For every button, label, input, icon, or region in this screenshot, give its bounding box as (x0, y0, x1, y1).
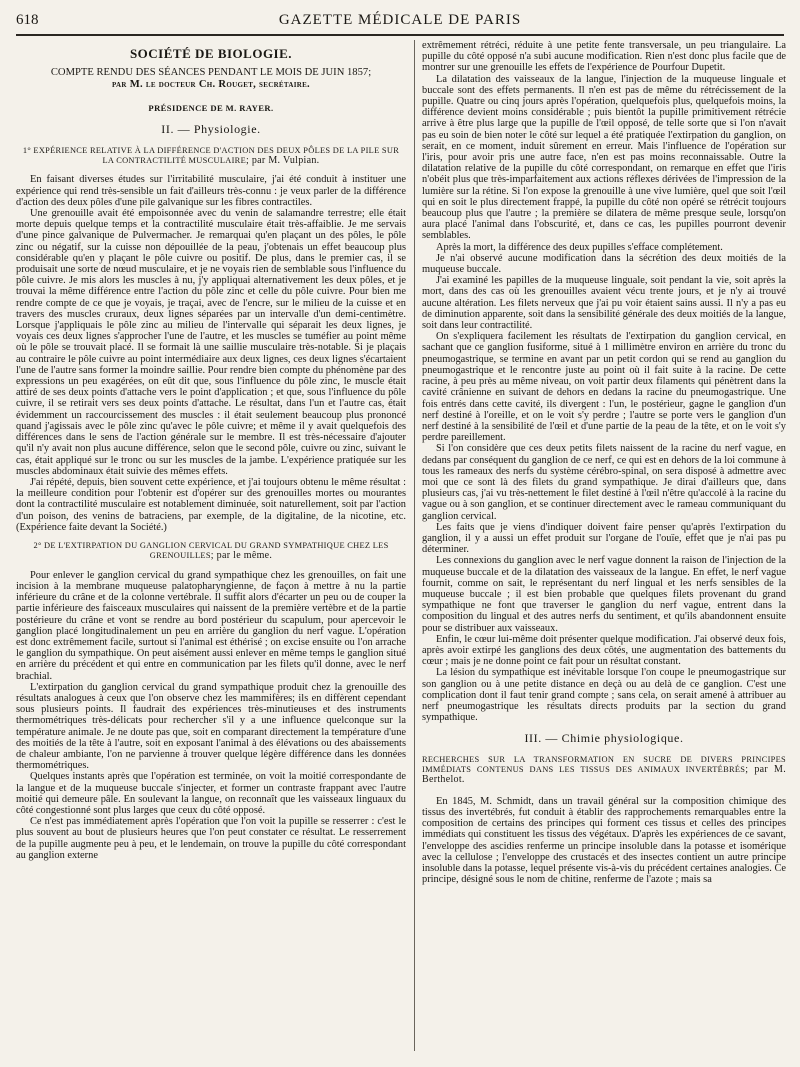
section-title-text: II. — Physiologie. (161, 122, 261, 137)
paragraph: Si l'on considère que ces deux petits filets naissent de la racine du nerf vague, en dedans par conséquent du ganglion de ce nerf, ce qui est en dehors de la loi commune à tous les rameaux des nerfs du système cérébro-spinal, on sera disposé à admettre avec moi que ce sont là des filets du grand sympathique. Je dirai d'ailleurs que, dans plusieurs cas, j'ai vu très-nettement le filet destiné à l'œil n'être qu'accolé à la racine du vague ou à son ganglion, et se continuer directement avec le rameau communiquant du ganglion cervical. (422, 443, 786, 522)
paragraph: Je n'ai observé aucune modification dans la sécrétion des deux moitiés de la muqueuse buccale. (422, 252, 786, 276)
section-title-text: III. — Chimie physiologique. (524, 731, 684, 746)
page-header (16, 8, 784, 36)
paragraph: En faisant diverses études sur l'irritabilité musculaire, j'ai été conduit à instituer une expérience qui rend très-sensible un fait d'ailleurs très-connu : je veux parler de la différence d'action des deux pôles d'une pile galvanique sur les fibres contractiles. (16, 174, 406, 208)
section-title-physiologie (16, 124, 406, 135)
paragraph: Une grenouille avait été empoisonnée avec du venin de salamandre terrestre; elle était morte depuis quelque temps et la contractilité musculaire était très-affaiblie. Je me servais d'une pince galvanique de Pulvermacher. Je remarquai qu'en plaçant un des pôles, le pôle zinc ou négatif, sur la cuisse non dépouillée de la peau, j'obtenais un effet beaucoup plus considérable qu'en y plaçant le pôle cuivre ou positif. De plus, dans le premier cas, il se produisait une sorte de nœud musculaire, et je ne voyais rien de semblable sous l'influence du pôle cuivre. Je mis alors les muscles à nu, j'y appliquai alternativement les deux pôles, et je trouvai la même différence entre l'action du pôle zinc et celle du pôle cuivre. Pour bien me rendre compte de ce que je voyais, je traçai, avec de l'encre, sur le milieu de la cuisse et en travers des muscles cruraux, deux lignes séparées par un intervalle d'un demi-centimètre. Lorsque j'appliquais le pôle zinc au milieu de l'intervalle qui séparait les deux lignes, je voyais ces deux lignes s'approcher l'une de l'autre, et les muscles se tuméfier au point même où le pôle se trouvait placé. Il se formait là une saillie musculaire très-notable. Si je plaçais au contraire le pôle cuivre au point intermédiaire aux deux lignes, ces deux lignes s'écartaient l'une de l'autre sans former la moindre saillie. Pour rendre bien compte du phénomène par des expressions un peu exagérées, on eût dit que, sous l'influence du pôle zinc, le muscle était attiré de ses deux points d'attache vers le point d'application ; et que, sous l'influence du pôle cuivre, il se retirait vers ses deux points d'attache. Le résultat, dans l'un et l'autre cas, était évidemment un raccourcissement des muscles : il était seulement beaucoup plus prononcé quand j'agissais avec le pôle zinc qu'avec le pôle cuivre; et même il y avait quelquefois des différences dans le sens de l'action générale sur le membre. Il est très-nécessaire d'ajouter qu'il n'y avait non plus aucune différence, selon que le second pôle, cuivre ou zinc, suivant le cas, était appliqué sur le tronc ou sur les muscles de la jambe. L'expérience pratiquée sur les muscles abdominaux était suivie des mêmes effets. (16, 208, 406, 477)
paragraph: L'extirpation du ganglion cervical du grand sympathique produit chez la grenouille des résultats analogues à ceux que l'on observe chez les mammifères; ils en diffèrent cependant sous plusieurs points. Il faudrait des expériences très-minutieuses et des instruments thermométriques très-délicats pour rechercher s'il y a une influence quelconque sur la température animale. Je ne doute pas que, soit en comparant directement la température d'une des moitiés de la tête à l'autre, soit en exposant l'animal à des élévations ou des abaissements de chaleur ambiante, l'on ne parvienne à trouver quelque légère différence dans les données thermométriques. (16, 681, 406, 772)
page-number: 618 (16, 12, 39, 28)
paragraph: En 1845, M. Schmidt, dans un travail général sur la composition chimique des tissus des invertébrés, fut conduit à établir des rapprochements remarquables entre la composition de certains des principes qui forment ces tissus et celles des principes immédiats qui constituent les tissus des végétaux. D'après les expériences de ce savant, l'enveloppe des ascidies renferme un principe insoluble dans la potasse et isomérique avec la cellulose ; l'enveloppe des crustacés et des insectes contient un autre principe insoluble dans la potasse, lequel présente vis-à-vis du précédent certaines analogies. Ce principe, désigné sous le nom de chitine, renferme de l'azote ; mais sa (422, 795, 786, 886)
article-1-title: 1° EXPÉRIENCE RELATIVE À LA DIFFÉRENCE D'ACTION DES DEUX PÔLES DE LA PILE SUR LA CONTRACTILITÉ MUSCULAIRE (22, 145, 400, 166)
paragraph: Quelques instants après que l'opération est terminée, on voit la moitié correspondante de la langue et de la muqueuse buccale s'injecter, et former un contraste frappant avec l'autre moitié qui demeure pâle. En soulevant la langue, on reconnaît que les vaisseaux linguaux du côté congestionné sont plus larges que ceux du côté opposé. (16, 771, 406, 816)
paragraph: Ce n'est pas immédiatement après l'opération que l'on voit la pupille se resserrer : c'est le plus souvent au bout de plusieurs heures que l'on peut constater ce résultat. Le resserrement de la pupille augmente peu à peu, et le lendemain, on trouve la pupille du côté correspondant au ganglion externe (16, 816, 406, 861)
article-2-author: ; par le même. (210, 550, 273, 562)
presidence-line: PRÉSIDENCE DE M. RAYER. (148, 103, 274, 114)
article-1-heading (22, 146, 400, 167)
report-line-2: par M. le docteur Ch. Rouget, secrétaire. (111, 79, 310, 91)
article-2-heading (22, 541, 400, 562)
article-1-author: ; par M. Vulpian. (246, 155, 320, 167)
journal-title: GAZETTE MÉDICALE DE PARIS (278, 12, 522, 28)
paragraph: Enfin, le cœur lui-même doit présenter quelque modification. J'ai observé deux fois, après avoir extirpé les ganglions des deux côtés, une augmentation des battements du cœur ; mais je ne donne point ce fait pour un résultat constant. (422, 633, 786, 668)
right-column (422, 40, 786, 1051)
article-3-author: ; par M. Berthelot. (422, 764, 786, 786)
paragraph: J'ai répété, depuis, bien souvent cette expérience, et j'ai toujours obtenu le même résultat : la meilleure condition pour l'obtenir est d'opérer sur des grenouilles mortes ou mourantes dont la contractilité musculaire est notablement diminuée, soit naturellement, soit par l'action d'un poison, des venins de batraciens, par exemple, de la digitaline, de la nicotine, etc. (Expérience faite devant la Société.) (16, 476, 406, 533)
article-3-heading (422, 755, 786, 786)
section-title-chimie (422, 733, 786, 744)
paragraph: Les faits que je viens d'indiquer doivent faire penser qu'après l'extirpation du ganglion, il y a aussi un effet produit sur l'organe de l'ouïe, effet que je n'ai pas pu déterminer. (422, 521, 786, 556)
paragraph: La dilatation des vaisseaux de la langue, l'injection de la muqueuse linguale et buccale sont des effets permanents. Il n'en est pas de même du rétrécissement de la pupille. Quatre ou cinq jours après l'opération, quelquefois plus, quelquefois moins, la différence devient moins considérable ; puis bientôt la pupille primitivement rétrécie arrive à être plus large que la pupille de l'œil opposé, de telle sorte que si l'on n'avait pas eu soin de bien noter le côté sur lequel a été pratiquée l'extirpation du ganglion, on serait, en ce moment, induit sûrement en erreur. Mais l'influence de l'opération sur l'iris, pour avoir pris une autre face, n'en est pas moins reconnaissable. Outre la dilatation relative de la pupille du côté correspondant, on remarque en effet que l'iris n'obéit plus que très-imparfaitement aux actions réflexes dérivées de l'impression de la lumière sur la rétine. Si l'on expose la grenouille à une vive lumière, quel que soit l'œil qui en soit le plus directement frappé, la pupille du côté non opéré se rétrécit toujours beaucoup plus que l'autre ; la première se dilatera de même presque seule, lorsqu'on aura placé l'animal dans l'obscurité, et, dans ce cas, les pupilles pourront devenir semblables. (422, 73, 786, 242)
paragraph: Après la mort, la différence des deux pupilles s'efface complétement. (436, 241, 723, 253)
article-2-title: 2° DE L'EXTIRPATION DU GANGLION CERVICAL DU GRAND SYMPATHIQUE CHEZ LES GRENOUILLES (33, 540, 389, 561)
society-title: SOCIÉTÉ DE BIOLOGIE. (129, 46, 293, 61)
paragraph: Pour enlever le ganglion cervical du grand sympathique chez les grenouilles, on fait une incision à la membrane muqueuse palatopharyngienne, de façon à mettre à nu la partie inférieure du crâne et de la colonne vertébrale. Il suffit alors d'écarter un peu ou de couper la partie inférieure des faisceaux musculaires qui naissent de la première vertèbre et de la partie postérieure du crâne et vont se rendre au bord postérieur du scapulum, pour apercevoir le ganglion placé longitudinalement un peu en arrière du ganglion du nerf vague. L'opération est donc extrêmement facile, surtout si l'animal est éthérisé ; on excise ensuite ou l'on arrache le ganglion du sympathique. On peut aisément aussi enlever en même temps le ganglion situé en arrière du précédent et qui entre en communication par les filets qu'il donne, avec le nerf brachial. (16, 569, 406, 682)
report-line-1: COMPTE RENDU DES SÉANCES PENDANT LE MOIS DE JUIN 1857; (50, 67, 372, 79)
paragraph: Les connexions du ganglion avec le nerf vague donnent la raison de l'injection de la muqueuse buccale et de la dilatation des vaisseaux de la langue. En effet, le nerf vague fournit, comme on sait, le représentant du nerf lingual et les nerfs sensibles de la muqueuse buccale ; il est bien probable que quelques filets provenant du grand sympathique ne font que traverser le ganglion du nerf vague, entrent dans la composition du lingual et des autres nerfs du sentiment, et qu'ils abandonnent ensuite pour se distribuer aux vaisseaux. (422, 555, 786, 634)
paragraph: extrêmement rétréci, réduite à une petite fente transversale, un peu triangulaire. La pupille du côté opposé n'a subi aucune modification. Rien n'est donc plus facile que de montrer sur une grenouille les effets de l'expérience de Pourfour Dupetit. (422, 40, 786, 74)
left-column (16, 40, 406, 1051)
column-divider (414, 40, 415, 1051)
article-3-title: RECHERCHES SUR LA TRANSFORMATION EN SUCRE DE DIVERS PRINCIPES IMMÉDIATS CONTENUS DANS LES TISSUS DES ANIMAUX INVERTÉBRÉS (422, 754, 786, 774)
report-heading (16, 67, 406, 91)
paragraph: La lésion du sympathique est inévitable lorsque l'on coupe le pneumogastrique sur son ganglion ou à une petite distance en deçà ou au delà de ce ganglion. C'est une complication dont il faut tenir grand compte ; sans cela, on serait amené à attribuer au nerf pneumogastrique les résultats directs produits par la section du grand sympathique. (422, 667, 786, 724)
paragraph: J'ai examiné les papilles de la muqueuse linguale, soit pendant la vie, soit après la mort, dans des cas où les grenouilles avaient vécu trente jours, et je n'y ai trouvé aucune altération. Les filets nerveux que j'ai pu voir étaient sains aussi. Il n'y a pas eu de diminution apparente, soit dans la sensibilité générale des deux moitiés de la langue, soit dans leur contractilité. (422, 275, 786, 332)
paragraph: On s'expliquera facilement les résultats de l'extirpation du ganglion cervical, en sachant que ce ganglion fusiforme, situé à 1 millimètre environ en arrière du tronc du pneumogastrique, se termine en avant par un petit cordon qui se rend au ganglion du pneumogastrique et le rencontre juste au point où il fait suite à la racine. De cette racine, à peu près au même niveau, on voit partir deux filaments qui pénètrent dans la cavité crânienne en suivant de dehors en dedans la racine du pneumogastrique. Une fois entrés dans cette cavité, ils divergent : l'un, le postérieur, gagne le ganglion d'un nerf destiné à l'oreille, et on le voit s'y perdre ; l'autre se porte vers le ganglion d'un nerf destiné à la sensibilité de l'œil et d'une partie de la peau de la tête, et on le voit s'y perdre pareillement. (422, 331, 786, 444)
